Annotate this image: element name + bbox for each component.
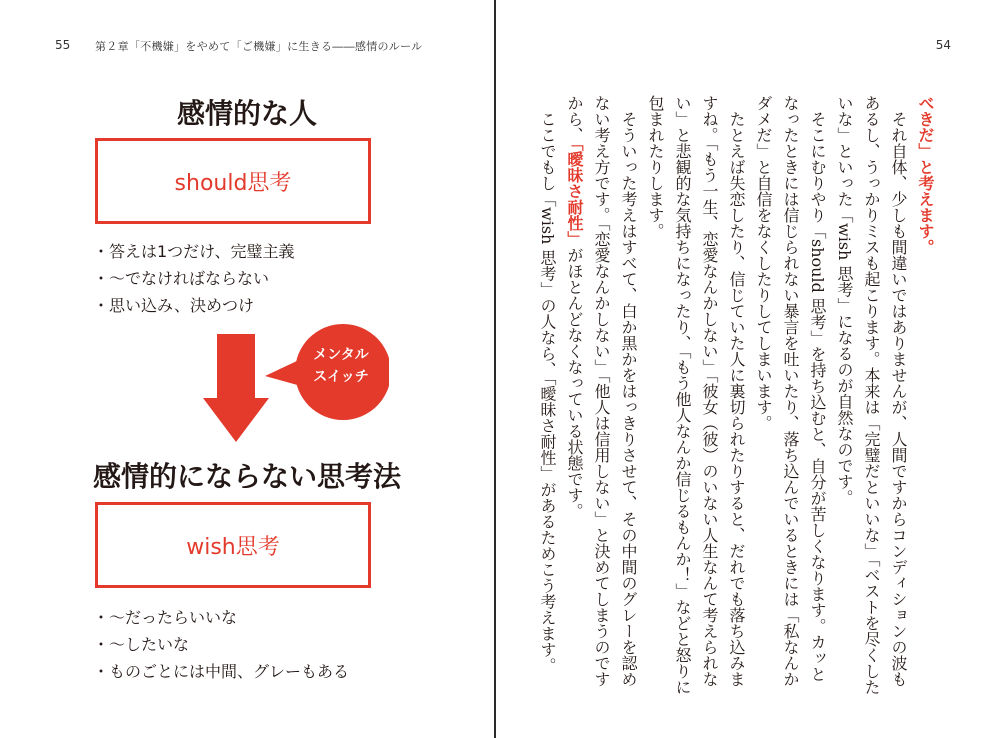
paragraph: たとえば失恋したり、信じていた人に裏切られたりすると、だれでも落ち込みますね。「もう一生、恋愛なんかしない」「彼女（彼）のいない人生なんて考えられない」と悲観的な気持ちになったり、「もう他人なんか信じるもんか！」などと怒りに包まれたりします。 [646, 95, 746, 695]
list-item: ・ものごとには中間、グレーもある [93, 662, 350, 681]
left-page [0, 0, 494, 738]
wish-thinking-list [93, 604, 349, 685]
list-item: ・〜でなければならない [93, 269, 270, 288]
body-text-vertical [538, 95, 939, 695]
ambiguity-tolerance-emphasis: 「曖昧さ耐性」 [565, 143, 584, 247]
paragraph: そういった考えはすべて、白か黒かをはっきりさせて、その中間のグレーを認めない考え方です。「恋愛なんかしない」「他人は信用しない」と決めてしまうのですから、「曖昧さ耐性」がほとんどなくなっている状態です。 [565, 95, 638, 687]
paragraph: そこにむりやり「should 思考」を持ち込むと、自分が苦しくなります。カッとなったときには信じられない暴言を吐いたり、落ち込んでいるときには「私なんかダメだ」と自信をなくしたりしてしまいます。 [754, 95, 827, 687]
list-item: ・答えは1つだけ、完璧主義 [93, 242, 295, 261]
mental-switch-label: メンタル スイッチ [313, 347, 369, 385]
figure-heading-emotional-person: 感情的な人 [176, 97, 317, 130]
list-item: ・〜したいな [93, 635, 190, 654]
running-header: 第２章「不機嫌」をやめて「ご機嫌」に生きる――感情のルール [95, 40, 423, 53]
list-item: ・思い込み、決めつけ [93, 296, 254, 315]
down-arrow-icon [203, 334, 269, 442]
page-number: 55 [55, 38, 71, 52]
wish-thinking-box [95, 502, 371, 588]
list-item: ・〜だったらいいな [93, 608, 238, 627]
paragraph: ここでもし「wish 思考」の人なら、「曖昧さ耐性」があるためこう考えます。 [538, 95, 557, 674]
page-number: 54 [935, 38, 951, 52]
right-page [497, 0, 989, 738]
figure-heading-non-emotional-thinking: 感情的にならない思考法 [92, 460, 401, 493]
paragraph: それ自体、少しも間違いではありませんが、人間ですからコンディションの波もあるし、うっかりミスも起こります。本来は「完璧だといいな」「ベストを尽くしたいな」といった「wish 思考」になるのが自然なのです。 [835, 95, 908, 695]
should-thinking-list [93, 238, 295, 319]
book-gutter [494, 0, 496, 738]
paragraph-emphasis: べきだ」と考えます。 [916, 95, 935, 255]
wish-thinking-label: wish思考 [186, 534, 280, 560]
should-thinking-box [95, 138, 371, 224]
should-thinking-label: should思考 [174, 170, 292, 196]
